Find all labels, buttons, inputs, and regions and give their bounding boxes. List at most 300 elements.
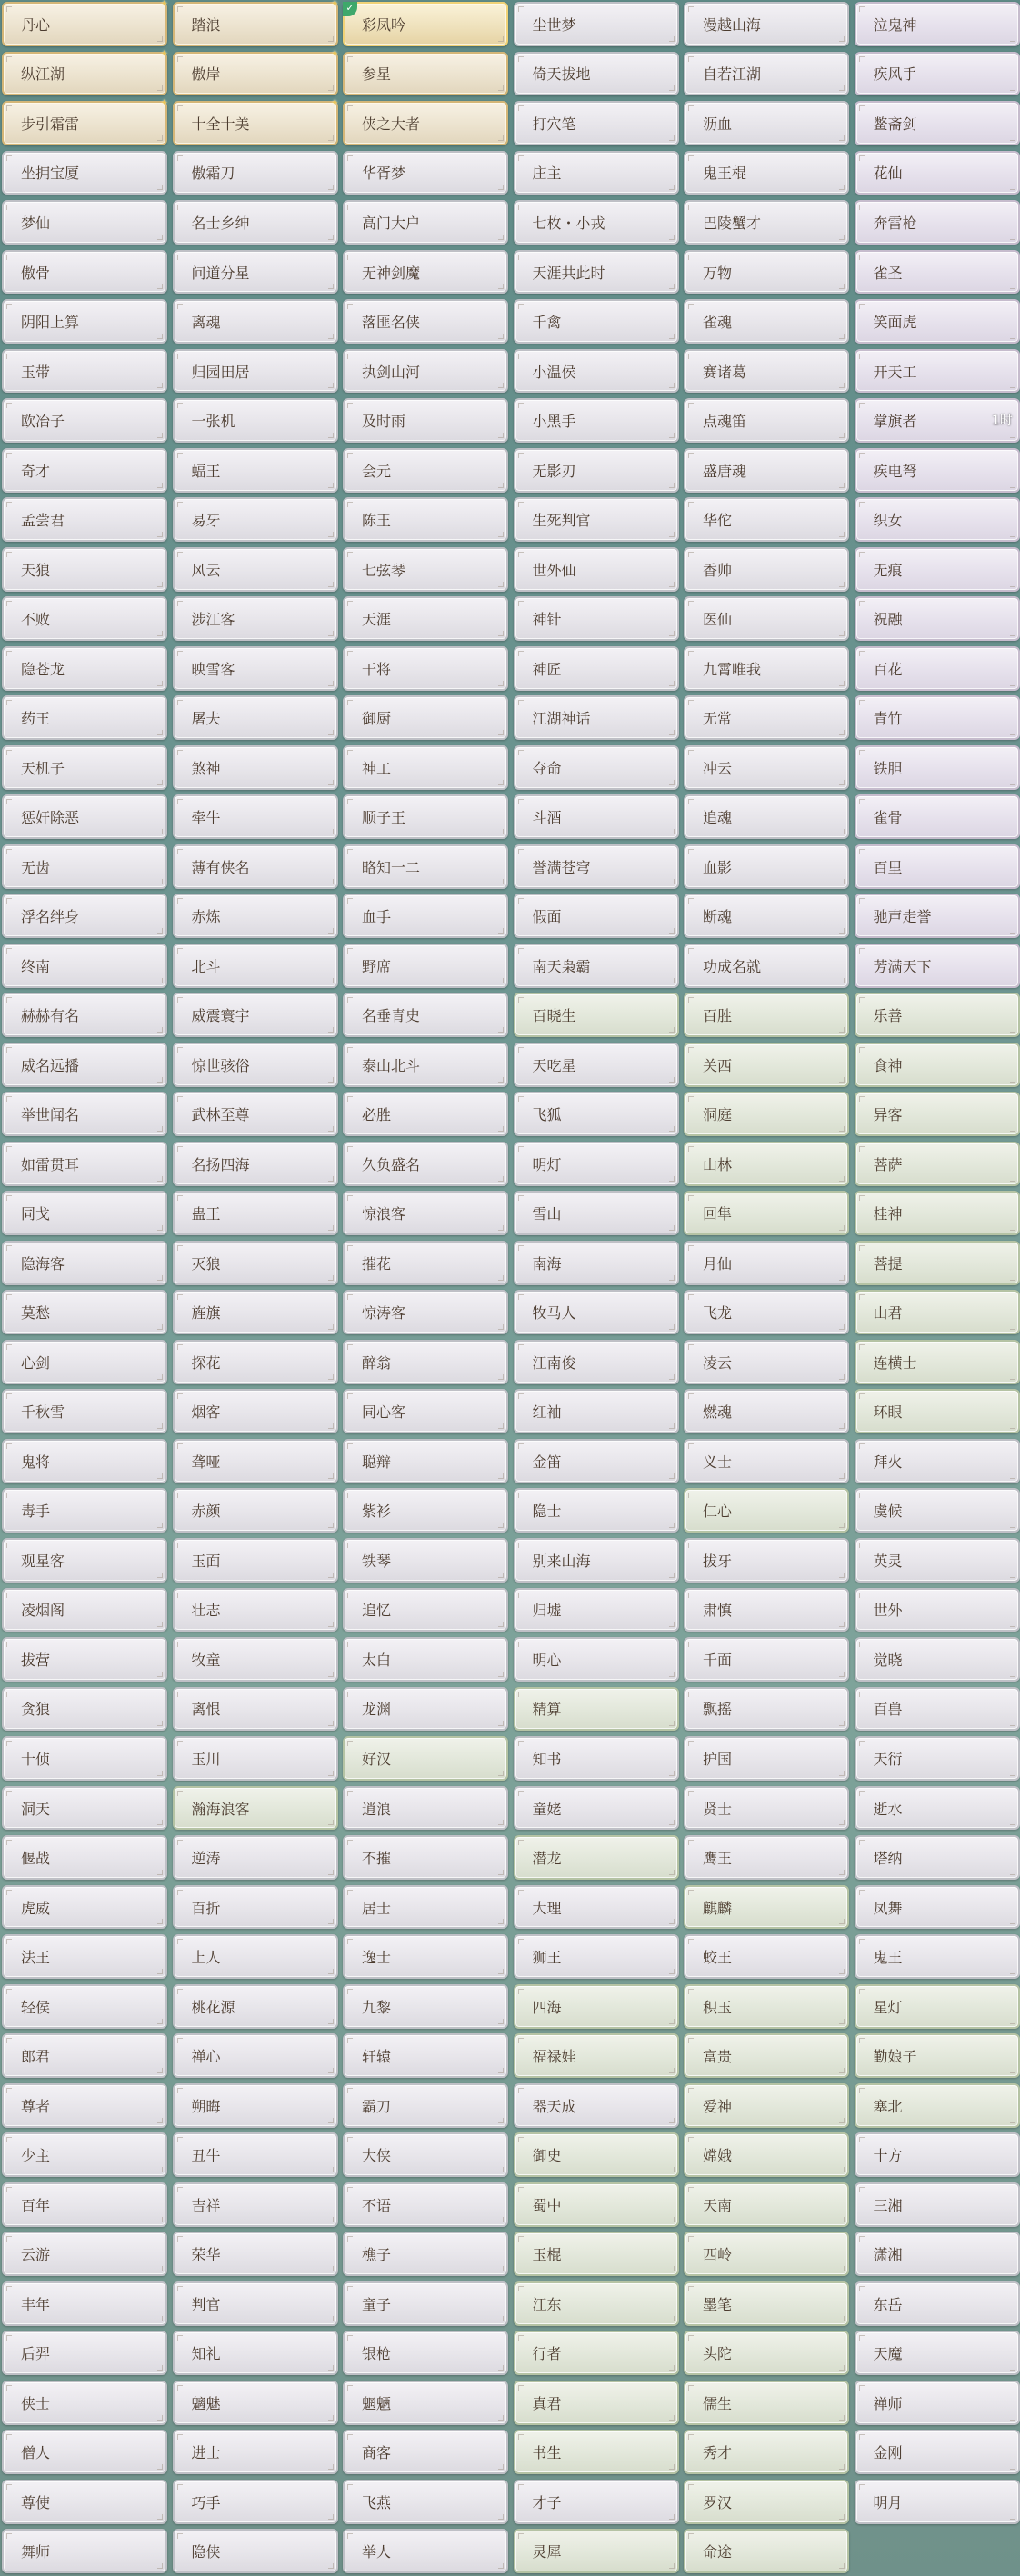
title-cell[interactable] xyxy=(684,1786,849,1831)
title-cell[interactable] xyxy=(2,48,168,96)
title-cell[interactable] xyxy=(2,596,167,641)
title-cell[interactable] xyxy=(2,646,167,691)
title-cell[interactable] xyxy=(684,596,849,641)
title-cell[interactable] xyxy=(855,1142,1020,1186)
title-cell[interactable] xyxy=(173,398,338,443)
title-cell[interactable] xyxy=(514,497,679,542)
title-cell[interactable] xyxy=(343,1538,508,1583)
title-cell[interactable] xyxy=(855,2033,1020,2078)
title-cell[interactable] xyxy=(173,299,338,344)
title-cell[interactable] xyxy=(684,2083,849,2128)
title-cell[interactable] xyxy=(514,1439,679,1483)
title-cell[interactable] xyxy=(343,2232,508,2276)
title-cell[interactable] xyxy=(2,1092,167,1136)
title-cell[interactable] xyxy=(173,1736,338,1781)
title-cell[interactable] xyxy=(855,448,1020,493)
title-cell[interactable] xyxy=(855,1290,1020,1334)
title-cell[interactable] xyxy=(173,1241,338,1285)
title-cell[interactable] xyxy=(855,2232,1020,2276)
title-cell[interactable] xyxy=(2,1835,167,1880)
title-cell[interactable] xyxy=(855,151,1020,195)
title-cell[interactable] xyxy=(855,1984,1020,2029)
title-cell[interactable] xyxy=(343,993,508,1037)
title-cell[interactable] xyxy=(343,745,508,790)
title-cell[interactable] xyxy=(684,448,849,493)
title-cell[interactable] xyxy=(343,1934,508,1979)
title-cell[interactable] xyxy=(2,2430,167,2474)
title-cell[interactable] xyxy=(684,349,849,394)
title-cell[interactable] xyxy=(173,1043,338,1087)
title-cell[interactable] xyxy=(855,2331,1020,2375)
title-cell[interactable] xyxy=(684,398,849,443)
title-cell[interactable] xyxy=(2,2331,167,2375)
title-cell[interactable] xyxy=(514,1488,679,1533)
title-cell[interactable] xyxy=(343,1885,508,1930)
title-cell[interactable] xyxy=(2,1984,167,2029)
title-cell[interactable] xyxy=(173,1984,338,2029)
title-cell[interactable] xyxy=(2,1389,167,1433)
title-cell[interactable] xyxy=(343,1786,508,1831)
title-cell[interactable] xyxy=(514,1687,679,1732)
title-cell[interactable] xyxy=(514,596,679,641)
title-cell[interactable] xyxy=(684,993,849,1037)
title-cell[interactable] xyxy=(343,101,508,145)
title-cell[interactable] xyxy=(2,944,167,988)
title-cell[interactable] xyxy=(173,250,338,295)
title-cell[interactable] xyxy=(173,993,338,1037)
title-cell[interactable] xyxy=(855,1092,1020,1136)
title-cell[interactable] xyxy=(684,1043,849,1087)
title-cell[interactable] xyxy=(684,844,849,889)
title-cell[interactable] xyxy=(855,695,1020,740)
title-cell[interactable] xyxy=(173,2480,338,2524)
title-cell[interactable] xyxy=(2,2,167,46)
title-cell[interactable] xyxy=(343,844,508,889)
title-cell[interactable] xyxy=(684,794,849,839)
title-cell[interactable] xyxy=(855,944,1020,988)
title-cell[interactable] xyxy=(684,1389,849,1433)
title-cell[interactable] xyxy=(684,2430,849,2474)
title-cell[interactable] xyxy=(2,745,167,790)
title-cell[interactable] xyxy=(173,944,338,988)
title-cell[interactable] xyxy=(855,1488,1020,1533)
title-cell[interactable] xyxy=(514,2331,679,2375)
title-cell[interactable] xyxy=(343,1043,508,1087)
title-cell[interactable] xyxy=(173,2529,338,2573)
title-cell[interactable] xyxy=(684,646,849,691)
title-cell[interactable] xyxy=(514,1835,679,1880)
title-cell[interactable] xyxy=(855,1687,1020,1732)
title-cell[interactable] xyxy=(514,2033,679,2078)
title-cell[interactable] xyxy=(514,894,679,938)
title-cell[interactable] xyxy=(343,894,508,938)
title-cell[interactable] xyxy=(514,1043,679,1087)
title-cell[interactable] xyxy=(173,48,339,96)
title-cell[interactable] xyxy=(514,1538,679,1583)
title-cell[interactable] xyxy=(343,1439,508,1483)
title-cell[interactable] xyxy=(684,1984,849,2029)
title-cell[interactable] xyxy=(855,993,1020,1037)
title-cell[interactable] xyxy=(684,1092,849,1136)
title-cell[interactable] xyxy=(684,1241,849,1285)
title-cell[interactable] xyxy=(684,1290,849,1334)
title-cell[interactable] xyxy=(855,1439,1020,1483)
title-cell[interactable] xyxy=(173,547,338,592)
title-cell[interactable] xyxy=(855,844,1020,889)
title-cell[interactable] xyxy=(2,200,167,245)
title-cell[interactable] xyxy=(855,2281,1020,2326)
title-cell[interactable] xyxy=(2,993,167,1037)
title-cell[interactable] xyxy=(2,1043,167,1087)
title-cell[interactable] xyxy=(514,547,679,592)
title-cell[interactable] xyxy=(2,2381,167,2425)
title-cell[interactable] xyxy=(684,1934,849,1979)
title-cell[interactable] xyxy=(2,1241,167,1285)
title-cell[interactable] xyxy=(173,1389,338,1433)
title-cell[interactable] xyxy=(684,1142,849,1186)
title-cell[interactable] xyxy=(514,1389,679,1433)
title-cell[interactable] xyxy=(855,2480,1020,2524)
title-cell[interactable] xyxy=(684,1191,849,1235)
title-cell[interactable] xyxy=(2,695,167,740)
title-cell[interactable] xyxy=(173,2182,338,2227)
title-cell[interactable] xyxy=(855,250,1020,295)
title-cell[interactable] xyxy=(343,944,508,988)
title-cell[interactable] xyxy=(855,1786,1020,1831)
title-cell[interactable] xyxy=(343,646,508,691)
title-cell[interactable] xyxy=(855,200,1020,245)
title-cell[interactable] xyxy=(343,1637,508,1682)
title-cell[interactable] xyxy=(173,349,338,394)
title-cell[interactable] xyxy=(2,1736,167,1781)
title-cell[interactable] xyxy=(684,944,849,988)
title-cell[interactable] xyxy=(684,1736,849,1781)
title-cell[interactable] xyxy=(343,2529,508,2573)
title-cell[interactable] xyxy=(173,497,338,542)
title-cell[interactable] xyxy=(343,448,508,493)
title-cell[interactable] xyxy=(2,1637,167,1682)
title-cell[interactable] xyxy=(173,1934,338,1979)
title-cell[interactable] xyxy=(514,2480,679,2524)
title-cell[interactable] xyxy=(855,2,1020,46)
title-cell[interactable] xyxy=(855,1637,1020,1682)
title-cell[interactable] xyxy=(173,745,338,790)
title-cell[interactable] xyxy=(684,894,849,938)
title-cell[interactable] xyxy=(173,2033,338,2078)
title-cell[interactable] xyxy=(684,547,849,592)
title-cell[interactable] xyxy=(2,1934,167,1979)
title-cell[interactable] xyxy=(173,448,338,493)
title-cell[interactable] xyxy=(2,250,167,295)
title-cell[interactable] xyxy=(684,695,849,740)
title-cell[interactable] xyxy=(514,101,679,145)
title-cell[interactable] xyxy=(514,2083,679,2128)
title-cell[interactable] xyxy=(173,1637,338,1682)
title-cell[interactable] xyxy=(173,151,338,195)
title-cell[interactable] xyxy=(2,151,167,195)
title-cell[interactable] xyxy=(173,2,338,46)
title-cell[interactable] xyxy=(2,299,167,344)
title-cell[interactable] xyxy=(684,200,849,245)
title-cell[interactable] xyxy=(2,1439,167,1483)
title-cell[interactable] xyxy=(684,2480,849,2524)
title-cell[interactable] xyxy=(343,1389,508,1433)
title-cell[interactable] xyxy=(2,894,167,938)
title-cell[interactable] xyxy=(173,1588,338,1632)
title-cell[interactable] xyxy=(514,349,679,394)
title-cell[interactable] xyxy=(2,1687,167,1732)
title-cell[interactable] xyxy=(684,52,849,96)
title-cell[interactable] xyxy=(343,200,508,245)
title-cell[interactable] xyxy=(173,1835,338,1880)
title-cell[interactable] xyxy=(684,2381,849,2425)
title-cell[interactable] xyxy=(855,646,1020,691)
title-cell[interactable] xyxy=(514,993,679,1037)
title-cell[interactable] xyxy=(173,1290,338,1334)
title-cell[interactable] xyxy=(2,1340,167,1384)
title-cell[interactable] xyxy=(684,2232,849,2276)
title-cell[interactable] xyxy=(343,2430,508,2474)
title-cell[interactable] xyxy=(514,745,679,790)
title-cell[interactable] xyxy=(514,2182,679,2227)
title-cell[interactable] xyxy=(684,1687,849,1732)
title-cell[interactable] xyxy=(855,1835,1020,1880)
title-cell[interactable] xyxy=(343,794,508,839)
title-cell[interactable] xyxy=(343,1290,508,1334)
title-cell[interactable] xyxy=(343,1588,508,1632)
title-cell[interactable] xyxy=(514,448,679,493)
title-cell[interactable] xyxy=(343,2331,508,2375)
title-cell[interactable] xyxy=(173,1687,338,1732)
title-cell[interactable] xyxy=(2,2132,167,2177)
title-cell[interactable] xyxy=(855,52,1020,96)
title-cell[interactable] xyxy=(2,448,167,493)
title-cell[interactable] xyxy=(684,299,849,344)
title-cell[interactable] xyxy=(343,547,508,592)
title-cell[interactable] xyxy=(173,2083,338,2128)
title-cell[interactable] xyxy=(173,1885,338,1930)
title-cell[interactable] xyxy=(173,2381,338,2425)
title-cell[interactable] xyxy=(855,1736,1020,1781)
title-cell[interactable] xyxy=(684,250,849,295)
title-cell[interactable] xyxy=(684,2033,849,2078)
title-cell[interactable] xyxy=(2,1142,167,1186)
title-cell[interactable] xyxy=(173,646,338,691)
title-cell[interactable] xyxy=(684,1538,849,1583)
title-cell[interactable] xyxy=(684,2182,849,2227)
title-cell[interactable] xyxy=(343,349,508,394)
title-cell[interactable] xyxy=(855,1043,1020,1087)
title-cell[interactable] xyxy=(855,2381,1020,2425)
title-cell[interactable] xyxy=(684,1637,849,1682)
title-cell[interactable] xyxy=(855,894,1020,938)
title-cell[interactable] xyxy=(343,1092,508,1136)
title-cell[interactable] xyxy=(173,596,338,641)
title-cell[interactable] xyxy=(343,2132,508,2177)
title-cell[interactable] xyxy=(855,596,1020,641)
title-cell[interactable] xyxy=(684,1835,849,1880)
title-cell[interactable] xyxy=(343,2083,508,2128)
title-cell[interactable] xyxy=(684,2331,849,2375)
title-cell[interactable] xyxy=(684,1488,849,1533)
title-cell[interactable] xyxy=(514,2,679,46)
title-cell[interactable] xyxy=(855,745,1020,790)
title-cell[interactable] xyxy=(855,101,1020,145)
title-cell[interactable] xyxy=(343,2381,508,2425)
title-cell[interactable] xyxy=(2,1885,167,1930)
title-cell[interactable] xyxy=(855,1389,1020,1433)
title-cell[interactable] xyxy=(855,1885,1020,1930)
title-cell[interactable] xyxy=(514,1984,679,2029)
title-cell[interactable] xyxy=(514,1786,679,1831)
title-cell[interactable] xyxy=(514,151,679,195)
title-cell[interactable] xyxy=(514,794,679,839)
title-cell[interactable] xyxy=(173,2430,338,2474)
title-cell[interactable] xyxy=(514,2381,679,2425)
title-cell[interactable] xyxy=(855,497,1020,542)
title-cell[interactable] xyxy=(514,2430,679,2474)
title-cell[interactable] xyxy=(855,299,1020,344)
title-cell[interactable] xyxy=(855,1934,1020,1979)
title-cell[interactable] xyxy=(343,1835,508,1880)
title-cell[interactable] xyxy=(2,547,167,592)
title-cell[interactable] xyxy=(855,2132,1020,2177)
title-cell[interactable] xyxy=(855,1241,1020,1285)
title-cell[interactable] xyxy=(855,547,1020,592)
title-cell[interactable] xyxy=(514,1241,679,1285)
title-cell[interactable] xyxy=(173,1488,338,1533)
title-cell[interactable] xyxy=(343,398,508,443)
title-cell[interactable] xyxy=(2,2480,167,2524)
title-cell[interactable] xyxy=(514,398,679,443)
title-cell[interactable] xyxy=(343,1241,508,1285)
title-cell[interactable] xyxy=(684,2,849,46)
title-cell[interactable] xyxy=(684,151,849,195)
title-cell[interactable] xyxy=(343,1736,508,1781)
title-cell[interactable] xyxy=(684,1340,849,1384)
title-cell[interactable] xyxy=(2,497,167,542)
title-cell[interactable] xyxy=(855,2083,1020,2128)
title-cell[interactable] xyxy=(514,1885,679,1930)
title-cell[interactable] xyxy=(173,1439,338,1483)
title-cell[interactable] xyxy=(514,646,679,691)
title-cell[interactable] xyxy=(173,2331,338,2375)
title-cell[interactable] xyxy=(173,1538,338,1583)
title-cell[interactable] xyxy=(514,299,679,344)
title-cell[interactable] xyxy=(2,2281,167,2326)
title-cell[interactable] xyxy=(343,1340,508,1384)
title-cell[interactable] xyxy=(343,1984,508,2029)
title-cell[interactable] xyxy=(2,2529,167,2573)
title-cell[interactable] xyxy=(684,745,849,790)
title-cell[interactable] xyxy=(343,596,508,641)
title-cell[interactable] xyxy=(514,2232,679,2276)
title-cell[interactable] xyxy=(173,1142,338,1186)
title-cell[interactable] xyxy=(343,1488,508,1533)
title-cell[interactable] xyxy=(173,1786,338,1831)
title-cell[interactable] xyxy=(343,250,508,295)
title-cell[interactable] xyxy=(514,1588,679,1632)
title-cell[interactable] xyxy=(2,1191,167,1235)
title-cell[interactable] xyxy=(2,1290,167,1334)
title-cell[interactable] xyxy=(173,894,338,938)
title-cell[interactable] xyxy=(173,2232,338,2276)
title-cell[interactable] xyxy=(343,151,508,195)
title-cell[interactable] xyxy=(2,98,168,145)
title-cell[interactable] xyxy=(2,1538,167,1583)
title-cell[interactable] xyxy=(173,1191,338,1235)
title-cell[interactable] xyxy=(343,2033,508,2078)
title-cell[interactable] xyxy=(514,1290,679,1334)
title-cell[interactable] xyxy=(855,1588,1020,1632)
title-cell[interactable] xyxy=(514,944,679,988)
title-cell[interactable] xyxy=(173,844,338,889)
title-cell[interactable] xyxy=(855,1340,1020,1384)
title-cell[interactable] xyxy=(2,2182,167,2227)
title-cell[interactable] xyxy=(514,200,679,245)
title-cell[interactable] xyxy=(343,299,508,344)
title-cell[interactable] xyxy=(2,794,167,839)
title-cell[interactable] xyxy=(173,2281,338,2326)
title-cell[interactable] xyxy=(684,1885,849,1930)
title-cell[interactable] xyxy=(173,695,338,740)
title-cell[interactable] xyxy=(684,2132,849,2177)
title-cell[interactable] xyxy=(343,2480,508,2524)
title-cell[interactable] xyxy=(2,2232,167,2276)
title-cell[interactable] xyxy=(855,349,1020,394)
title-cell[interactable] xyxy=(855,794,1020,839)
title-cell[interactable] xyxy=(855,2430,1020,2474)
title-cell[interactable] xyxy=(343,497,508,542)
title-cell[interactable] xyxy=(855,2182,1020,2227)
title-cell[interactable] xyxy=(2,1588,167,1632)
title-cell[interactable] xyxy=(684,2529,849,2573)
title-cell[interactable] xyxy=(2,2033,167,2078)
title-cell[interactable] xyxy=(343,2182,508,2227)
title-cell[interactable] xyxy=(514,1142,679,1186)
title-cell[interactable] xyxy=(343,2281,508,2326)
title-cell[interactable] xyxy=(855,1538,1020,1583)
title-cell[interactable] xyxy=(173,200,338,245)
title-cell[interactable] xyxy=(855,1191,1020,1235)
title-cell[interactable] xyxy=(514,1191,679,1235)
title-cell[interactable] xyxy=(684,1588,849,1632)
title-cell[interactable] xyxy=(514,1934,679,1979)
title-cell[interactable] xyxy=(514,844,679,889)
title-cell[interactable] xyxy=(343,695,508,740)
title-cell[interactable] xyxy=(343,1142,508,1186)
title-cell[interactable] xyxy=(2,398,167,443)
title-cell[interactable] xyxy=(173,1340,338,1384)
title-cell[interactable] xyxy=(343,1191,508,1235)
title-cell[interactable] xyxy=(684,497,849,542)
title-cell[interactable] xyxy=(2,844,167,889)
title-cell[interactable] xyxy=(684,101,849,145)
title-cell[interactable] xyxy=(514,1092,679,1136)
title-cell[interactable] xyxy=(514,1340,679,1384)
title-cell[interactable] xyxy=(343,2,508,46)
title-cell[interactable] xyxy=(2,1786,167,1831)
title-cell[interactable] xyxy=(173,2132,338,2177)
title-cell[interactable] xyxy=(514,2529,679,2573)
title-cell[interactable] xyxy=(2,349,167,394)
title-cell[interactable] xyxy=(514,2281,679,2326)
title-cell[interactable] xyxy=(684,1439,849,1483)
title-cell[interactable] xyxy=(514,250,679,295)
title-cell[interactable] xyxy=(684,2281,849,2326)
title-cell[interactable] xyxy=(343,1687,508,1732)
title-cell[interactable] xyxy=(173,794,338,839)
